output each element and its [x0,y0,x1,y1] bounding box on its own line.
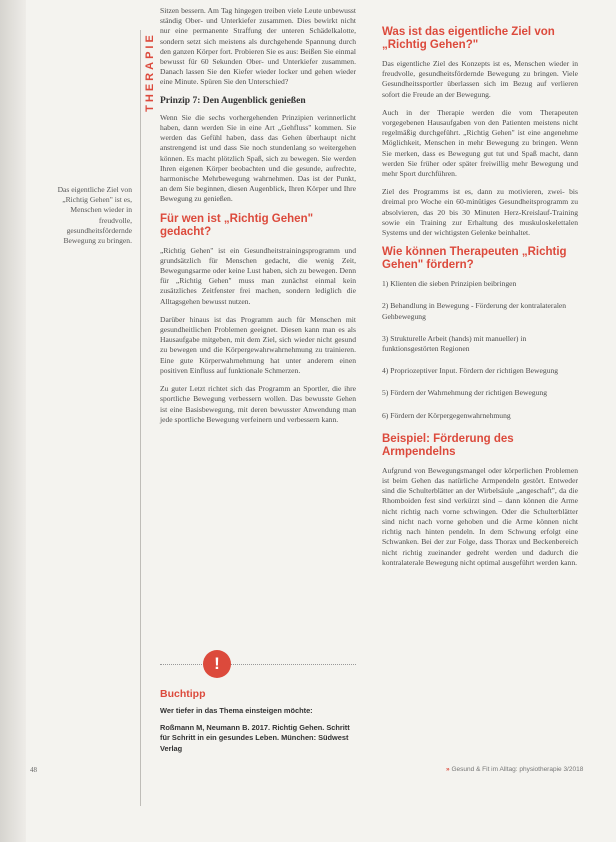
paragraph: Darüber hinaus ist das Programm auch für Menschen mit gesundheitlichen Problemen geeignet. Diesen kann man es als Hausaufgabe mitgeben, mit dem Ziel, sich wieder nicht gesund zu bewegen und die Körpergewahrwahrnehmung zu trainieren. Eine gute Körperwahrnehmung hat unter anderem einen positiven Einfluss auf funktionale Schmerzen. [160,314,356,375]
arrow-icon: » [446,766,450,773]
sidenote-quote: Das eigentliche Ziel von „Richtig Gehen" ist es, Menschen wieder in freudvolle, gesundheitsfördernde Bewegung zu bringen. [57,185,132,246]
scan-shadow [0,0,26,842]
exclamation-icon: ! [203,650,231,678]
paragraph: „Richtig Gehen" ist ein Gesundheitstrainingsprogramm und grundsätzlich für Menschen gedacht, die wenig Zeit, Bewegungsarme oder keine Lust haben, sich zu bewegen. Denn für „Richtig Gehen" muss man zunächst einmal kein zusätzliches Zeitfenster frei machen, sondern lediglich die Alltagsgehen bewusst nutzen. [160,245,356,306]
heading-beispiel: Beispiel: Förderung des Armpendelns [382,432,514,458]
section-tab [140,22,158,130]
column-right [382,26,578,576]
list-item: 1) Klienten die sieben Prinzipien beibringen [382,279,517,289]
booktipp-title: Buchtipp [160,688,206,700]
list-item: 6) Fördern der Körpergegenwahrnehmung [382,410,511,420]
paragraph: Wenn Sie die sechs vorhergehenden Prinzipien verinnerlicht haben, dann werden Sie in eine Art „Gehfluss" kommen. Sie werden das Gefühl haben, dass das Gehen überhaupt nicht anstrengend ist und dass Sie noch stundenlang so weitergehen können. Es macht plötzlich Spaß, sich zu bewegen. Sie werden Ihren eigenen Körper beobachten und die gesunde, aufrechte, harmonische Mehrbewegung wahrnehmen. Das ist der Punkt, an dem Sie beginnen, diesen Augenblick, Ihren Körper und Ihre Bewegung zu genießen. [160,112,356,204]
list-item: 5) Fördern der Wahrnehmung der richtigen Bewegung [382,388,547,398]
booktipp-body [160,706,356,754]
paragraph: Sitzen bessern. Am Tag hingegen treiben viele Leute unbewusst ständig Ober- und Unterkiefer zusammen. Dies bewirkt nicht nur eine permanente Straffung der unteren Schädelkalotte, sondern setzt sich meistens als durchgehende Spannung durch den ganzen Körper fort. Probieren Sie es aus: Beißen Sie einmal bewusst für 60 Sekunden Ober- und Unterkiefer zusammen. Danach lassen Sie den Kiefer wieder locker und gehen wieder eine Minute. Spüren Sie den Unterschied? [160,6,356,87]
column-rule [140,30,141,806]
paragraph: Ziel des Programms ist es, dann zu motivieren, zwei- bis dreimal pro Woche ein 60-minütiges Gesundheitsprogramm zu absolvieren, das 20 bis 30 Minuten Herz-Kreislauf-Training sowie ein Training zur Erhaltung des muskuloskelettalen Systems und der wichtigsten Gelenke beinhaltet. [382,187,578,238]
booktipp-reference: Roßmann M, Neumann B. 2017. Richtig Gehen. Schritt für Schritt in ein gesundes Leben. München: Südwest Verlag [160,722,350,753]
paragraph: Zu guter Letzt richtet sich das Programm an Sportler, die ihre sportliche Bewegung verbessern wollen. Das bewusste Gehen ist eine Basisbewegung, mit deren bewusster Anwendung man jede sportliche Bewegung verfeinern und verbessern kann. [160,384,356,424]
booktipp-rule [160,664,356,666]
list-item: 2) Behandlung in Bewegung - Förderung der kontralateralen Gehbewegung [382,301,567,321]
heading-fuer-wen: Für wen ist „Richtig Gehen" gedacht? [160,212,314,238]
page-number: 48 [30,766,37,774]
journal-name: Gesund & Fit im Alltag: physiotherapie 3/2018 [451,766,584,773]
paragraph: Das eigentliche Ziel des Konzepts ist es, Menschen wieder in freudvolle, gesundheitsfördernde Bewegung zu bringen. Viele Gesundheitssportler überlassen sich im Bezug auf verlieren sofort die Freude an der Bewegung. [382,59,578,99]
list-item: 4) Propriozeptiver Input. Fördern der richtigen Bewegung [382,366,559,376]
heading-therapeuten: Wie können Therapeuten „Richtig Gehen" fördern? [382,246,567,272]
heading-ziel: Was ist das eigentliche Ziel von „Richtig Gehen?" [382,26,555,51]
paragraph: Auch in der Therapie werden die vom Therapeuten vorgegebenen Hausaufgaben von den Patienten meistens nicht regelmäßig durchgeführt. „Richtig Gehen" ist eine angenehme Möglichkeit, Menschen in mehr Bewegung zu bringen. Wenn Sie merken, dass es Bewegung gut tut und Spaß macht, dann werden Sie früher oder später freiwillig mehr Bewegung und mehr Sport durchführen. [382,107,578,179]
column-left [160,6,356,433]
booktipp-line: Wer tiefer in das Thema einsteigen möchte: [160,706,313,715]
section-tab-label: THERAPIE [144,32,156,112]
subheading-prinzip-7: Prinzip 7: Den Augenblick genießen [160,95,306,106]
paragraph: Aufgrund von Bewegungsmangel oder körperlichen Problemen ist beim Gehen das natürliche Armpendeln gestört. Entweder sind die Schulterblätter an der Wirbelsäule „angeschaft", da die Rhomboiden fest sind verkürzt sind – dann können die Arme nicht richtig nach vorne schwingen. Oder die Schulterblätter sind nicht nach vorne gehoben und die Arme können nicht richtig nach hinten pendeln. In dem Schwung erfolgt eine Schwanken. Bei der zur Folge, dass Thorax und Beckenbereich nicht richtig zueinander gedreht werden und dadurch die kontralaterale Bewegung nicht optimal ausgeführt werden kann. [382,465,578,567]
footer-journal [446,766,583,773]
list-item: 3) Strukturelle Arbeit (hands) mit manueller) in funktionsgestörten Regionen [382,333,527,354]
